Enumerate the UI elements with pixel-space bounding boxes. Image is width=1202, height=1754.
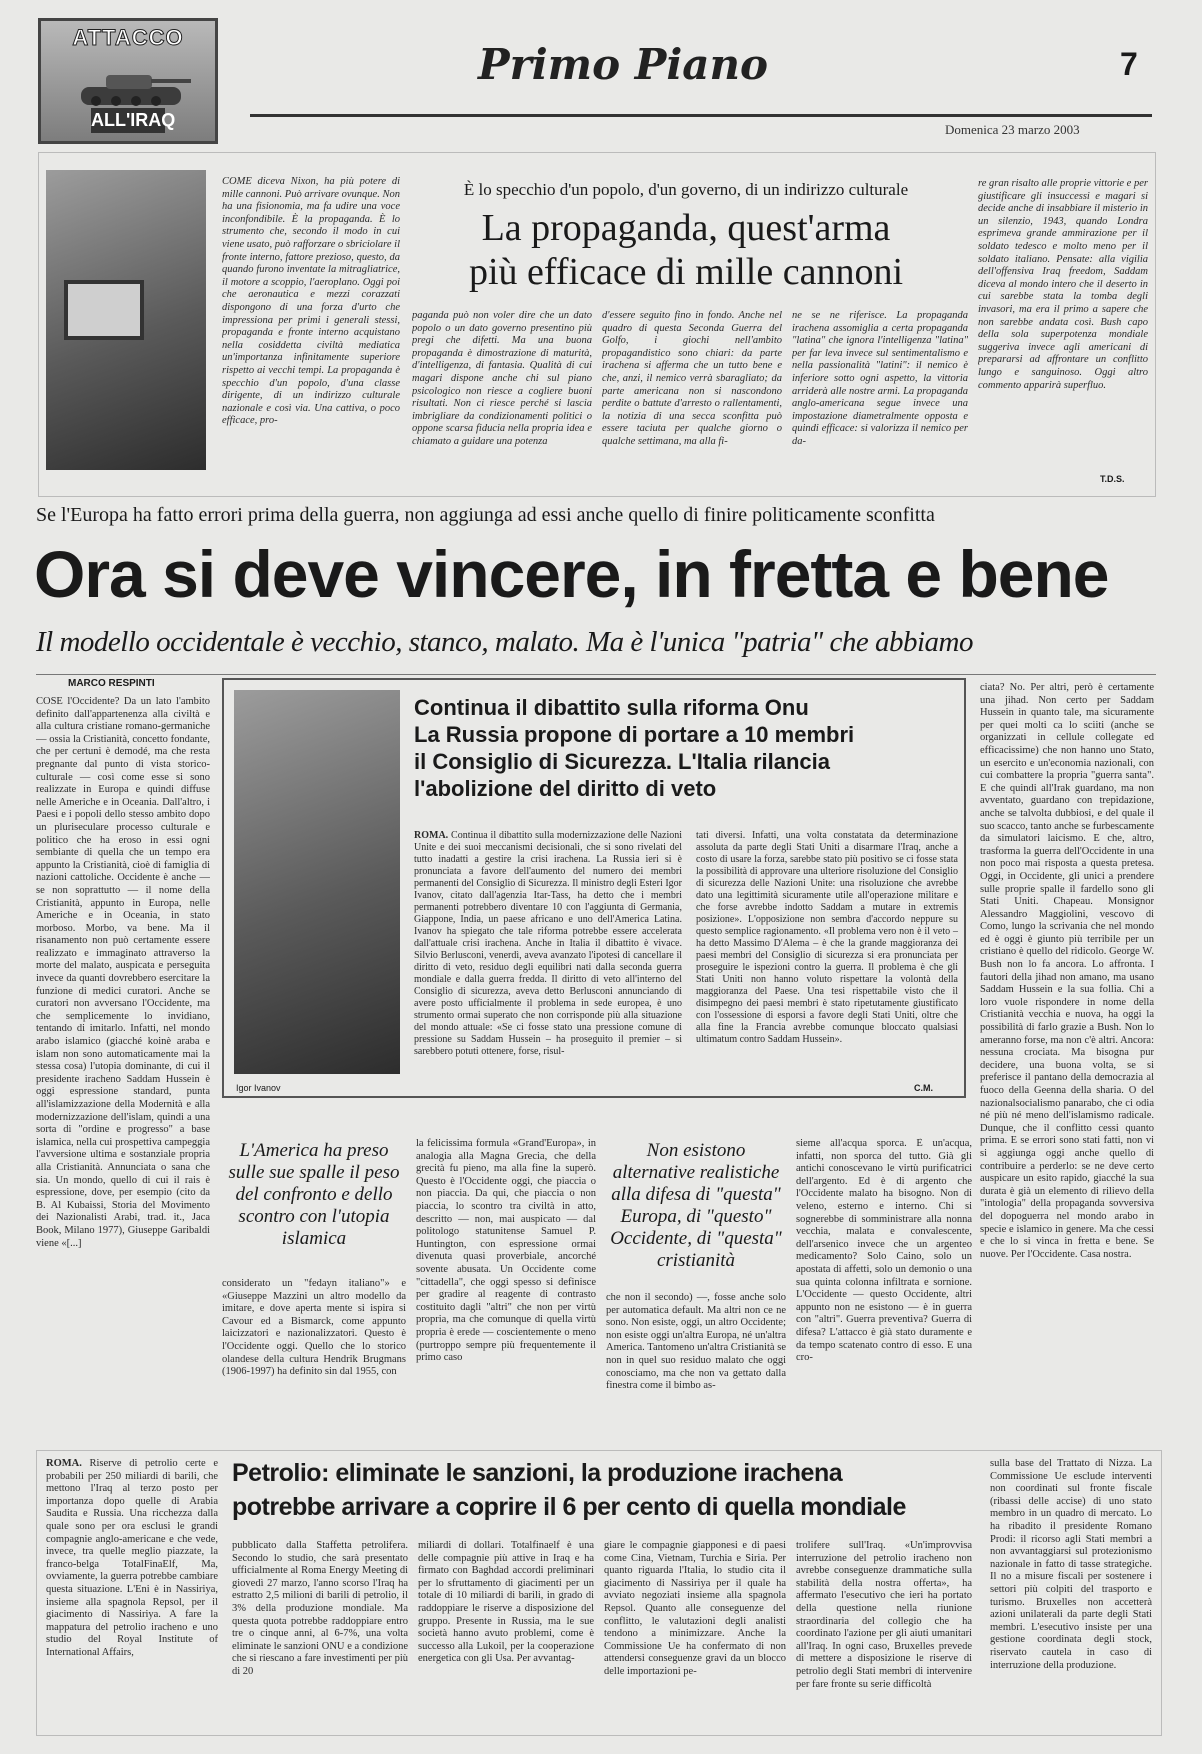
lead-col-left: COSE l'Occidente? Da un lato l'ambito definito dall'appartenenza alla civiltà e alla cultura cristiane romano-germaniche — ossia la Cristianità, concetto fondante, che per certuni è demodé, ma che resta pregnante dal punto di vista storico-culturale — così come esse si sono realizzate in Europa e quindi diffuse nelle Americhe e in Oceania. Dall'altro, i Paesi e i popoli dello stesso ambito dopo un pluriseculare processo culturale e politico che ha eroso in essi ogni sembiante di quella che un tempo era appunto la Cristianità, cioè di famiglia di nazioni cattoliche. Occidente è anche — se non soprattutto — il nome della Cristianità, appunto in Europa, nelle Americhe e in Oceania, in stato morboso. Morbo, va bene. Ma il risanamento non può certamente essere realizzato e immaginato attraverso la morte del malato, auspicata e perseguita invece da quanti dovrebbero esercitare la funzione di medici curatori. Anche se curatori non avversano l'Occidente, ma che semplicemente lo invidiano, tentando di imitarlo. Infatti, nel mondo arabo islamico (giacché koinè araba e islam non sono automaticamente mai la stessa cosa) l'utopia dominante, di cui il presidente iracheno Saddam Hussein è oggi espressione standard, punta all'islamizzazione della Modernità e alla modernizzazione dell'islam, quindi a una sorta di "ordine e progresso" a base islamica, nella cui prospettiva campeggia l'avversione ultima e sostanziale propria alla Cristianità. Annunciata o sana che sia. Un mondo, quello di cui il rais è espressione, dove, per esempio (cito da B. Al Kubaissi, Storia del Movimento dei Nazionalisti Arabi, trad. it., Jaca Book, Milano 1977), Giuseppe Garibaldi viene «[...] xyxy=(36,696,210,1249)
propaganda-signature: T.D.S. xyxy=(1100,474,1125,484)
section-logo xyxy=(38,18,218,144)
lead-subheadline: Il modello occidentale è vecchio, stanco, malato. Ma è l'unica "patria" che abbiamo xyxy=(36,626,973,658)
lead-col-mid-3: che non il secondo) —, fosse anche solo per automatica default. Ma altri non ce ne sono. Non esiste, oggi, un altro Occidente; non esiste oggi un'altra Europa, né un'altra America. Tantomeno un'altra Cristianità se non in quel suo residuo malato che oggi conosciamo, ma che non va gettato dalla finestra come il bimbo as- xyxy=(606,1292,786,1392)
onu-signature: C.M. xyxy=(914,1083,933,1093)
onu-col-2: tati diversi. Infatti, una volta constatata da determinazione assoluta da parte degli Stati Uniti a disarmare l'Iraq, anche a costo di usare la forza, sarebbe stato più positivo se ci fosse stata la possibilità di approvare una ulteriore risoluzione del Consiglio di sicurezza delle Nazioni Unite: una risoluzione che avrebbe dato una legittimità sicuramente utile all'operazione militare e che forse avrebbe indotto Saddam a mutare in extremis posizione». L'opposizione non sembra d'accordo neppure su questo semplice ragionamento. «Il problema vero non è il veto – ha detto Massimo D'Alema – è che la grande maggioranza dei paesi membri del Consiglio di sicurezza si era pronunciata per proseguire le ispezioni contro la guerra. Il problema è che gli Stati Uniti non hanno voluto rispettare la volontà della maggioranza del Paese. Una tesi rispettabile visto che il disimpegno dei paesi membri è stato ripetutamente giustificato con l'ossessione di esporsi a favore degli Stati Uniti, oltre che alla fine la Francia avrebbe comunque bloccato qualsiasi ultimatum contro Saddam Hussein». xyxy=(696,830,958,1045)
propaganda-col-4: ne se ne riferisce. La propaganda irachena assomiglia a certa propaganda "latina" che ignora l'intelligenza "latina" per far leva invece sul sentimentalismo e nella passionalità "latini": il nemico è inferiore sotto ogni aspetto, la vittoria arriderà alle nostre armi. La propaganda anglo-americana segue invece una impostazione diametralmente opposta e quindi efficace: si valorizza il nemico per da- xyxy=(792,310,968,447)
page-number: 7 xyxy=(1120,46,1138,82)
lead-headline: Ora si deve vincere, in fretta e bene xyxy=(34,537,1109,611)
issue-date: Domenica 23 marzo 2003 xyxy=(945,122,1080,137)
propaganda-col-1: COME diceva Nixon, ha più potere di mille cannoni. Può arrivare ovunque. Non ha una fisionomia, ma fa udire una voce inconfondibile. È la propaganda. È lo strumento che, secondo il modo in cui viene usato, può rafforzare o sbriciolare il fronte interno, fattore prezioso, questo, da quando furono inventate la mitragliatrice, il motore a scoppio, l'aeroplano. Oggi poi che aeronautica e mezzi corazzati dispongono di una forza d'urto che impressiona per primi i generali stessi, propaganda e fronte interno acquistano nella cosiddetta civiltà mediatica un'importanza infinitamente superiore rispetto ai vecchi tempi. La propaganda è specchio d'un popolo, d'una classe dirigente, di un indirizzo culturale nazionale e così via. Una cattiva, o poco efficace, pro- xyxy=(222,176,400,427)
lead-col-right: ciata? No. Per altri, però è certamente una jihad. Non certo per Saddam Hussein in quanto tale, ma sicuramente per quei molti ca lo sciiti (anche se organizzati in cellule collegate ed efficacissime) che non hanno uno Stato, un esercito e un'economia nazionali, con cui combattere la propria "guerra santa". E che quindi all'Irak guardano, ma non avventato, guardano con trepidazione, anche se talvolta dubbiosi, e del quale il suo scacco, tanto anche se furbescamente da simulatori laicismo. E che, altro, trasforma la guerra dell'Occidente in una non poco mai risposta a questa pretesa. Oggi, in Occidente, gli unici a prendere sulle proprie spalle il fardello sono gli Stati Uniti. Chapeau. Monsignor Alessandro Maggiolini, vescovo di Como, lungo la scrivania che nel mondo ed è oggi è giunto più terribile per un cristiano è quello del ridicolo. George W. Bush non lo fa ancora. Lo affronta. I fautori della jihad non amano, ma usano Saddam Hussein e la sua follia. Chi a loro vuole rispondere in nome della Cristianità vecchia e nuova, ha oggi la possibilità di farlo grazie a Bush. Non lo ameranno forse, ma non c'è altri. Ancora: nessuna crociata. Ma bisogna pur decidere, una buona volta, se si preferisce il pantano della democrazia al fuoco della Geenna della sharia. O del nazionalsocialismo panarabo, che ci odia né più né meno dell'islamismo radicale. Dunque, che il conflitto cessi quanto prima. E se errori sono stati fatti, non vi si aggiunga oggi anche quello di contribuire a perderlo: se ne deve certo auspicare un esito rapido, giacché la sua durata è già un elemento di rilievo della "intologia" della propaganda sovversiva del dopoguerra nel mondo arabo in specie e islamico in genere. Ma che cessi e che lo si vinca in fretta e bene. Se nuove. Per l'Occidente. Casa nostra. xyxy=(980,682,1154,1260)
petrolio-headline xyxy=(232,1456,976,1524)
logo-bottom-text: ALL'IRAQ xyxy=(91,108,165,133)
petrolio-col-4: giare le compagnie giapponesi e di paesi come Cina, Vietnam, Turchia e Siria. Per quanto riguarda l'Italia, lo studio cita il giacimento di Nassiriya per il quale ha avviato negoziati insieme alla spagnola Repsol. Quanto alle conseguenze del conflitto, le valutazioni degli analisti tendono a minimizzare. Anche la Commissione Ue ha confermato di non attendersi conseguenze gravi da un blocco delle importazioni pe- xyxy=(604,1540,786,1677)
propaganda-title-line-2: più efficace di mille cannoni xyxy=(468,251,903,293)
lead-kicker: Se l'Europa ha fatto errori prima della guerra, non aggiunga ad essi anche quello di finire politicamente sconfitta xyxy=(36,504,935,526)
tv-screen-icon xyxy=(64,280,144,340)
propaganda-title xyxy=(416,206,956,294)
lead-author: MARCO RESPINTI xyxy=(68,678,155,689)
onu-headline-line-4: l'abolizione del diritto di veto xyxy=(414,776,717,801)
pull-quote-2: Non esistono alternative realistiche alla difesa di "questa" Europa, di "questo" Occidente, di "questa" cristianità xyxy=(610,1140,782,1271)
header-rule xyxy=(250,114,1152,117)
onu-col-1 xyxy=(414,830,682,1092)
pull-quote-1: L'America ha preso sulle sue spalle il peso del confronto e dello scontro con l'utopia islamica xyxy=(228,1140,400,1249)
onu-dateline: ROMA. xyxy=(414,830,449,841)
petrolio-col-5: trolifere sull'Iraq. «Un'improvvisa interruzione del petrolio iracheno non avrebbe conseguenze drammatiche sulla stabilità della nostra offerta», ha affermato l'esecutivo che ieri ha portato della questione nella riunione straordinaria del collegio che ha coordinato l'azione per gli aiuti umanitari all'Iraq. In ogni caso, Bruxelles prevede di mettere a disposizione le riserve di petrolio degli Stati membri di intervenire per fare fronte su serie difficoltà xyxy=(796,1540,972,1690)
lead-col-mid-4: sieme all'acqua sporca. È un'acqua, infatti, non sporca del tutto. Già gli antichi conoscevano le virtù purificatrici dell'argento. Ed è di argento che l'Occidente malato ha bisogno. Non di veleno, esterno e interno. Chi si sognerebbe di somministrare alla nonna vecchia, malata e convalescente, dell'arsenico invece che un argenteo medicamento? Solo Caino, solo un apostata di affetti, solo un demonio o una sua quinta colonna infiltrata e sornione. L'Occidente — questo Occidente, altri appunto non ne esistono — è in guerra con "altri". Guerra preventiva? Guerra di difesa? L'attacco è già stato duramente e da tempo scatenato contro di esso. E una cro- xyxy=(796,1138,972,1364)
lead-col-mid-1: considerato un "fedayn italiano"» e «Giuseppe Mazzini un altro modello da imitare, e dove aperta mente si ispira si Cavour ed a Bismarck, come appunto laicizzatori e nazionalizzatori. Questo è l'Occidente oggi. Quello che lo storico olandese della cultura Hendrik Brugmans (1906-1997) ha definito sin dal 1955, con xyxy=(222,1278,406,1378)
onu-headline xyxy=(414,694,960,802)
section-title: Primo Piano xyxy=(478,40,769,89)
lead-divider xyxy=(36,674,1156,675)
petrolio-headline-line-1: Petrolio: eliminate le sanzioni, la produzione irachena xyxy=(232,1459,843,1487)
ivanov-photo xyxy=(234,690,400,1074)
propaganda-photo xyxy=(46,170,206,470)
logo-top-text: ATTACCO xyxy=(72,25,184,50)
tank-illustration xyxy=(71,65,191,113)
onu-headline-line-1: Continua il dibattito sulla riforma Onu xyxy=(414,695,809,720)
lead-col-mid-2: la felicissima formula «Grand'Europa», in analogia alla Magna Grecia, che della grecità fu pieno, ma alla fine la superò. Questo è l'Occidente oggi, che piaccia o non piaccia. Da qui, che piaccia o non piaccia, lo scontro tra civiltà in atto, descritto — non, mai auspicato — dal politologo statunitense Samuel P. Huntington, con espressione ormai divenuta quasi proverbiale, ancorché sovente abusata. Un Occidente come "cittadella", che oggi spesso si definisce per gradire al reagente di contrasto costituito dagli "altri" che non per virtù propria, ma che comunque di quella virtù propria è erede — coscientemente o meno (purtroppo sempre più frequentemente il primo caso xyxy=(416,1138,596,1364)
onu-col-1-text: Continua il dibattito sulla modernizzazione delle Nazioni Unite e dei suoi meccanismi decisionali, che si sono rivelati del tutto inadatti a gestire la crisi irachena. La Russia ieri si è pronunciata a favore dell'aumento del numero dei membri permanenti del Consiglio di Sicurezza. Il ministro degli Esteri Igor Ivanov, citato dall'agenzia Itar-Tass, ha detto che i membri permanenti potrebbero diventare 10 con l'aggiunta di Germania, Giappone, India, un paese africano e uno dell'America Latina. Ivanov ha spiegato che tale riforma potrebbe essere accelerata dall'attuale crisi irachena. Anche in Italia il dibattito è vivace. Silvio Berlusconi, venerdì, aveva avanzato l'ipotesi di cancellare il diritto di veto, residuo degli equilibri nati dalla seconda guerra mondiale e dalla guerra fredda. Il diritto di veto all'interno del Consiglio di sicurezza, aveva detto Berlusconi annunciando di avere posto ufficialmente il problema in sede europea, è uno strumento ormai superato che non corrisponde più alla situazione del mondo attuale: «Se ci fosse stato una pressione comune di pressione su Saddam Hussein – ha proseguito il premier – si sarebbero potuti ottenere, forse, risul- xyxy=(414,830,682,1057)
petrolio-col-1 xyxy=(46,1458,218,1728)
onu-headline-line-2: La Russia propone di portare a 10 membri xyxy=(414,722,855,747)
onu-headline-line-3: il Consiglio di Sicurezza. L'Italia rilancia xyxy=(414,749,831,774)
propaganda-kicker: È lo specchio d'un popolo, d'un governo, di un indirizzo culturale xyxy=(463,180,909,199)
petrolio-col-3: miliardi di dollari. Totalfinaelf è una delle compagnie più attive in Iraq e ha firmato con Baghdad accordi preliminari per lo sfruttamento di giacimenti per un totale di 10 miliardi di barili, in grado di raddoppiare le riserve a disposizione del gruppo. Presente in Russia, ma le sue società hanno avuto problemi, come è successo alla Lukoil, per la cooperazione energetica con gli Usa. Per avvantag- xyxy=(418,1540,594,1665)
petrolio-dateline: ROMA. xyxy=(46,1458,82,1469)
photo-caption: Igor Ivanov xyxy=(236,1083,281,1093)
propaganda-title-line-1: La propaganda, quest'arma xyxy=(481,207,891,249)
petrolio-headline-line-2: potrebbe arrivare a coprire il 6 per cento di quella mondiale xyxy=(232,1493,906,1521)
petrolio-col-1-text: Riserve di petrolio certe e probabili per 250 miliardi di barili, che mettono l'Iraq al terzo posto per importanza dopo quelle di Arabia Saudita e Russia. Una ricchezza dalla quale sono per ora esclusi le grandi compagnie anglo-americane e che vede, invece, tra quelle meglio piazzate, la franco-belga TotalFinaElf, Ma, ovviamente, la guerra potrebbe cambiare questa situazione. L'Eni è in Nassiriya, insieme alla spagnola Repsol, per il giacimento di Nassiriya. A fare la mappatura del petrolio iracheno e uno studio del Royal Institute of International Affairs, xyxy=(46,1458,218,1658)
propaganda-col-3: d'essere seguito fino in fondo. Anche nel quadro di questa Seconda Guerra del Golfo, i giochi nell'ambito propagandistico sono chiari: da parte irachena si afferma che un tutto bene e che, anzi, il nemico verrà sbaragliato; da parte americana non si nascondono perdite o battute d'arresto o rallentamenti, la notizia di una secca sconfitta può essere taciuta per qualche giorno o qualche settimana, ma alla fi- xyxy=(602,310,782,447)
petrolio-col-2: pubblicato dalla Staffetta petrolifera. Secondo lo studio, che sarà presentato ufficialmente al Roma Energy Meeting di giovedì 27 marzo, l'anno scorso l'Iraq ha estratto 2,5 milioni di barili di petrolio, il 3% della produzione mondiale. Ma questa quota potrebbe raddoppiare entro tre o cinque anni, al 6-7%, una volta eliminate le sanzioni ONU e a condizione che si riescano a fare investimenti per più di 20 xyxy=(232,1540,408,1677)
propaganda-col-2: paganda può non voler dire che un dato popolo o un dato governo presentino più pregi che difetti. Ma una buona propaganda è dimostrazione di maturità, d'intelligenza, di fantasia. Qualità di cui magari dispone anche chi sul piano psicologico non riesce a cogliere buoni risultati. Non ci riesce perché si lascia imbrigliare da condizionamenti politici o oppone scarsa fiducia nella propria idea e chiamato a guidare una potenza xyxy=(412,310,592,447)
petrolio-col-6: sulla base del Trattato di Nizza. La Commissione Ue esclude interventi non coordinati sul fronte fiscale (ribassi delle accise) di uno stato membro in un quadro di mercato. Lo ha ribadito il presidente Romano Prodi: il ricorso agli Stati membri a non avvantaggiarsi sul protezionismo nazionale in fatto di tasse strategiche. Il no a misure fiscali per sostenere i settori più colpiti del trasporto e turismo. Bruxelles non accetterà azioni unilaterali da parte degli Stati membri. L'esecutivo insiste per una gestione coordinata degli stock, riservato cautela in caso di interruzione della produzione. xyxy=(990,1458,1152,1671)
propaganda-col-5: re gran risalto alle proprie vittorie e per giustificare gli insuccessi e magari si decide anche di insabbiare il misterio in un silenzio, 1943, quando Londra esprimeva grande ammirazione per il soldato tedesco e molto meno per il soldato italiano. Pensate: alla vigilia dell'offensiva Iraq freedom, Saddam diceva al mondo intero che il deserto in cui sarebbe stata la tomba degli invasori, ma era il primo a sapere che non sarebbe andata così. Bush capo della sola superpotenza mondiale suggeriva invece agli americani di prepararsi ad affrontare un conflitto lungo e sanguinoso. Oggi altro commento apparirà superfluo. xyxy=(978,178,1148,391)
